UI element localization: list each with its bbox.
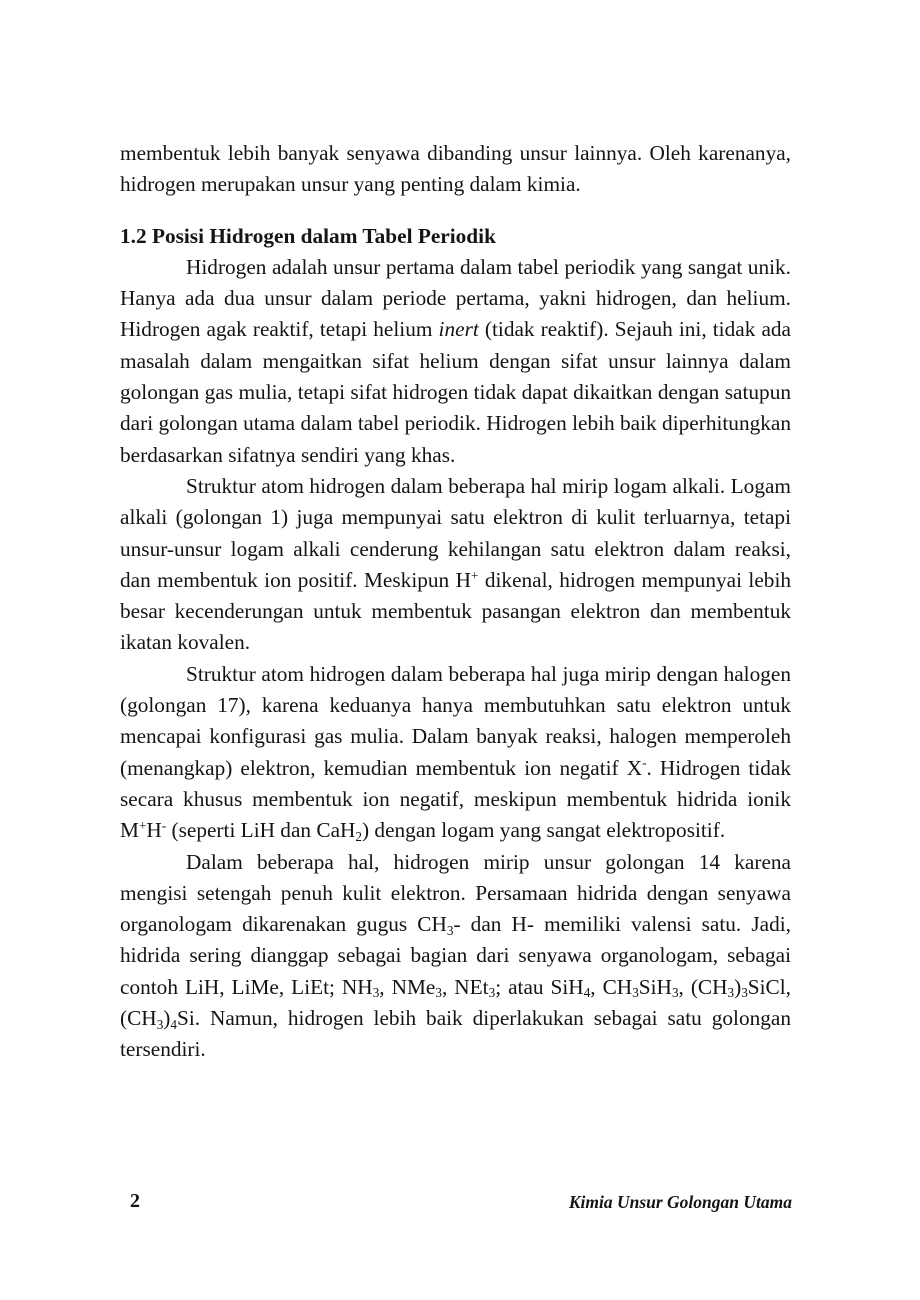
paragraph-text: Struktur atom hidrogen dalam beberapa hal mirip logam alkali. Logam alkali (golongan 1) juga mempunyai satu elektron di kulit terluarnya, tetapi unsur-unsur logam alkali cenderung kehilangan satu elektron dalam reaksi, dan membentuk ion positif. Meskipun H [120, 473, 791, 592]
intro-paragraph [120, 138, 791, 201]
paragraph-text: , (CH [678, 974, 728, 999]
paragraph-hydrogen-position [120, 252, 791, 471]
intro-text: membentuk lebih banyak senyawa dibanding unsur lainnya. Oleh karenanya, hidrogen merupakan unsur yang penting dalam kimia. [120, 141, 791, 197]
page-number: 2 [130, 1190, 140, 1212]
running-title: Kimia Unsur Golongan Utama [568, 1192, 792, 1212]
ion-charge: - [642, 755, 647, 771]
paragraph-halogen-similarity [120, 659, 791, 847]
subscript: 4 [583, 985, 591, 1001]
paragraph-text: ; atau SiH [495, 974, 584, 999]
paragraph-text: - dan H- memiliki valensi satu. Jadi, hidrida sering dianggap sebagai bagian dari senyawa organologam, sebagai contoh LiH, LiMe, LiEt; NH [120, 912, 791, 999]
subscript: 4 [170, 1016, 177, 1032]
paragraph-text: ) dengan logam yang sangat elektropositif. [362, 818, 726, 843]
paragraph-text: , NEt [441, 974, 489, 999]
subscript: 2 [355, 828, 363, 844]
paragraph-text: Dalam beberapa hal, hidrogen mirip unsur golongan 14 karena mengisi setengah penuh kulit elektron. Persamaan hidrida dengan senyawa organologam dikarenakan gugus CH [120, 849, 791, 937]
ion-charge: + [471, 567, 479, 583]
paragraph-group14-similarity [120, 847, 791, 1066]
paragraph-text: ) [734, 974, 742, 999]
paragraph-text: SiH [638, 974, 672, 999]
subscript: 3 [156, 1016, 164, 1032]
page-body [120, 138, 791, 1066]
paragraph-text: ) [163, 1006, 171, 1031]
subscript: 3 [446, 922, 454, 938]
paragraph-text: dikenal, hidrogen mempunyai lebih besar kecenderungan untuk membentuk pasangan elektron dan membentuk ikatan kovalen. [120, 567, 792, 655]
paragraph-text: SiCl, (CH [120, 974, 792, 1031]
subscript: 3 [671, 985, 679, 1001]
paragraph-text: , CH [590, 974, 633, 999]
paragraph-text: Struktur atom hidrogen dalam beberapa hal juga mirip dengan halogen (golongan 17), karena keduanya hanya membutuhkan satu elektron untuk mencapai konfigurasi gas mulia. Dalam banyak reaksi, halogen memperoleh (menangkap) elektron, kemudian membentuk ion negatif X [120, 661, 791, 780]
subscript: 3 [435, 985, 442, 1001]
paragraph-text: H [146, 818, 162, 843]
subscript: 3 [488, 985, 496, 1001]
paragraph-text: , NMe [379, 974, 436, 999]
paragraph-text: (seperti LiH dan CaH [166, 818, 356, 843]
page-footer [130, 1190, 792, 1220]
ion-charge: + [138, 817, 147, 833]
subscript: 3 [632, 985, 639, 1001]
subscript: 3 [727, 985, 735, 1001]
italic-term-inert: inert [438, 317, 479, 342]
paragraph-text: . Hidrogen tidak secara khusus membentuk ion negatif, meskipun membentuk hidrida ionik M [120, 755, 791, 843]
section-heading: 1.2 Posisi Hidrogen dalam Tabel Periodik [120, 223, 496, 248]
paragraph-text: Hidrogen adalah unsur pertama dalam tabel periodik yang sangat unik. Hanya ada dua unsur dalam periode pertama, yakni hidrogen, dan helium. Hidrogen agak reaktif, tetapi helium [120, 254, 791, 342]
subscript: 3 [741, 985, 748, 1001]
paragraph-text: Si. Namun, hidrogen lebih baik diperlakukan sebagai satu golongan tersendiri. [120, 1006, 791, 1062]
paragraph-alkali-similarity [120, 471, 791, 659]
subscript: 3 [372, 985, 380, 1001]
paragraph-text: (tidak reaktif). Sejauh ini, tidak ada masalah dalam mengaitkan sifat helium dengan sifat unsur lainnya dalam golongan gas mulia, tetapi sifat hidrogen tidak dapat dikaitkan dengan satupun dari golongan utama dalam tabel periodik. Hidrogen lebih baik diperhitungkan berdasarkan sifatnya sendiri yang khas. [120, 317, 792, 467]
ion-charge: - [161, 817, 167, 833]
